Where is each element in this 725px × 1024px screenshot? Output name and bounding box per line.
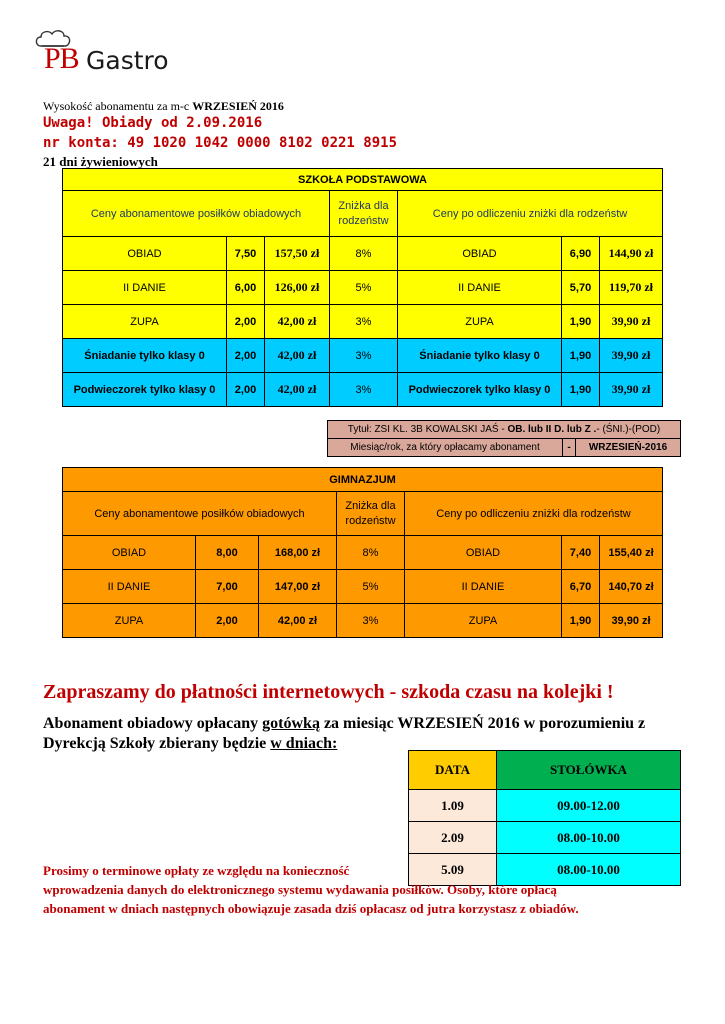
meal-total: 42,00 zł <box>265 305 330 339</box>
meal-total-discounted: 39,90 zł <box>600 305 663 339</box>
meal-name-discounted: Śniadanie tylko klasy 0 <box>398 339 562 373</box>
meal-name: ZUPA <box>63 305 227 339</box>
header-after-discount: Ceny po odliczeniu zniżki dla rodzeństw <box>398 191 663 237</box>
table-row <box>63 271 663 305</box>
meal-total: 157,50 zł <box>265 237 330 271</box>
meal-total-discounted: 119,70 zł <box>600 271 663 305</box>
cash-payment-info <box>43 714 693 754</box>
meal-name: ZUPA <box>63 604 196 638</box>
discount-value: 3% <box>330 305 398 339</box>
cash-info-part1: Abonament obiadowy opłacany <box>43 715 263 732</box>
discount-value: 5% <box>337 570 405 604</box>
meal-price-discounted: 5,70 <box>562 271 600 305</box>
meal-price: 2,00 <box>227 339 265 373</box>
meal-total: 42,00 zł <box>265 373 330 407</box>
payment-month-value: WRZESIEŃ-2016 <box>576 439 681 457</box>
discount-value: 3% <box>330 373 398 407</box>
meal-price-discounted: 1,90 <box>562 604 600 638</box>
notice-start-date: Uwaga! Obiady od 2.09.2016 <box>43 115 263 131</box>
discount-value: 8% <box>337 536 405 570</box>
payment-title-box <box>327 420 681 457</box>
meal-total-discounted: 144,90 zł <box>600 237 663 271</box>
table-row <box>63 570 663 604</box>
meal-name-discounted: OBIAD <box>398 237 562 271</box>
meal-price: 2,00 <box>227 305 265 339</box>
header-discount: Zniżka dla rodzeństw <box>330 191 398 237</box>
logo-gastro: Gastro <box>86 46 169 75</box>
meal-price-discounted: 7,40 <box>562 536 600 570</box>
notice-line-2: wprowadzenia danych do elektronicznego systemu wydawania posiłków. Osoby, które opłacą <box>43 882 557 897</box>
meal-total-discounted: 39,90 zł <box>600 373 663 407</box>
header-discount: Zniżka dla rodzeństw <box>337 492 405 536</box>
middle-school-title: GIMNAZJUM <box>63 468 663 492</box>
primary-school-title: SZKOŁA PODSTAWOWA <box>63 169 663 191</box>
subscription-heading-prefix: Wysokość abonamentu za m-c <box>43 99 190 113</box>
meal-total-discounted: 39,90 zł <box>600 604 663 638</box>
account-number: nr konta: 49 1020 1042 0000 8102 0221 8915 <box>43 135 398 151</box>
table-row <box>409 822 681 854</box>
discount-value: 3% <box>330 339 398 373</box>
meal-price: 2,00 <box>227 373 265 407</box>
discount-value: 8% <box>330 237 398 271</box>
meal-total: 168,00 zł <box>259 536 337 570</box>
meal-price-discounted: 6,90 <box>562 237 600 271</box>
table-row <box>63 536 663 570</box>
meal-price-discounted: 1,90 <box>562 305 600 339</box>
meal-name: Śniadanie tylko klasy 0 <box>63 339 227 373</box>
payment-title-prefix: Tytuł: ZSI KL. 3B KOWALSKI JAŚ - <box>347 424 508 435</box>
meal-name: OBIAD <box>63 237 227 271</box>
meal-price-discounted: 6,70 <box>562 570 600 604</box>
meal-name-discounted: Podwieczorek tylko klasy 0 <box>398 373 562 407</box>
timely-payment-notice <box>43 861 693 918</box>
discount-value: 5% <box>330 271 398 305</box>
meal-total: 126,00 zł <box>265 271 330 305</box>
schedule-hours: 08.00-10.00 <box>497 854 681 886</box>
meal-price: 7,00 <box>196 570 259 604</box>
schedule-date: 1.09 <box>409 790 497 822</box>
table-row <box>63 237 663 271</box>
meal-price: 6,00 <box>227 271 265 305</box>
table-row <box>63 373 663 407</box>
meal-name-discounted: ZUPA <box>398 305 562 339</box>
discount-value: 3% <box>337 604 405 638</box>
meal-total: 42,00 zł <box>259 604 337 638</box>
meal-price-discounted: 1,90 <box>562 373 600 407</box>
feeding-days: 21 dni żywieniowych <box>43 154 158 169</box>
header-date: DATA <box>409 751 497 790</box>
meal-price: 2,00 <box>196 604 259 638</box>
meal-name: OBIAD <box>63 536 196 570</box>
meal-name-discounted: ZUPA <box>405 604 562 638</box>
payment-title-line <box>328 421 681 439</box>
header-prices: Ceny abonamentowe posiłków obiadowych <box>63 492 337 536</box>
meal-price-discounted: 1,90 <box>562 339 600 373</box>
table-row <box>63 604 663 638</box>
schedule-date: 2.09 <box>409 822 497 854</box>
cash-info-cash: gotówką <box>262 715 320 732</box>
header-canteen: STOŁÓWKA <box>497 751 681 790</box>
meal-total-discounted: 39,90 zł <box>600 339 663 373</box>
meal-price: 7,50 <box>227 237 265 271</box>
meal-total-discounted: 155,40 zł <box>600 536 663 570</box>
subscription-month: WRZESIEŃ 2016 <box>192 99 284 113</box>
payment-month-label: Miesiąc/rok, za który opłacamy abonament <box>328 439 563 457</box>
payment-month-dash: - <box>563 439 576 457</box>
cash-info-days: w dniach: <box>270 735 338 752</box>
meal-name-discounted: OBIAD <box>405 536 562 570</box>
meal-name: II DANIE <box>63 570 196 604</box>
subscription-heading <box>43 99 284 114</box>
meal-name: II DANIE <box>63 271 227 305</box>
schedule-date: 5.09 <box>409 854 497 886</box>
schedule-hours: 08.00-10.00 <box>497 822 681 854</box>
meal-price: 8,00 <box>196 536 259 570</box>
table-row <box>63 339 663 373</box>
cash-info-part2: za miesiąc WRZESIEŃ 2016 w porozumieniu z Dyrekcją Szkoły zbierany będzie <box>43 715 646 752</box>
payment-title-suffix: - (ŚNI.)-(POD) <box>596 424 661 435</box>
notice-line-1: Prosimy o terminowe opłaty ze względu na konieczność <box>43 863 350 878</box>
notice-line-3: abonament w dniach następnych obowiązuje zasada dziś opłacasz od jutra korzystasz z obiadów. <box>43 901 579 916</box>
schedule-hours: 09.00-12.00 <box>497 790 681 822</box>
payment-title-meals: OB. lub II D. lub Z . <box>507 424 597 435</box>
header-after-discount: Ceny po odliczeniu zniżki dla rodzeństw <box>405 492 663 536</box>
meal-name-discounted: II DANIE <box>398 271 562 305</box>
meal-name: Podwieczorek tylko klasy 0 <box>63 373 227 407</box>
pbgastro-logo <box>34 28 174 78</box>
primary-school-price-table <box>62 168 663 407</box>
table-row <box>63 305 663 339</box>
middle-school-price-table <box>62 467 663 638</box>
table-row <box>409 790 681 822</box>
meal-total: 147,00 zł <box>259 570 337 604</box>
header-prices: Ceny abonamentowe posiłków obiadowych <box>63 191 330 237</box>
meal-total: 42,00 zł <box>265 339 330 373</box>
logo-pb: PB <box>44 42 79 75</box>
meal-name-discounted: II DANIE <box>405 570 562 604</box>
meal-total-discounted: 140,70 zł <box>600 570 663 604</box>
online-payment-invitation: Zapraszamy do płatności internetowych - szkoda czasu na kolejki ! <box>43 681 614 703</box>
